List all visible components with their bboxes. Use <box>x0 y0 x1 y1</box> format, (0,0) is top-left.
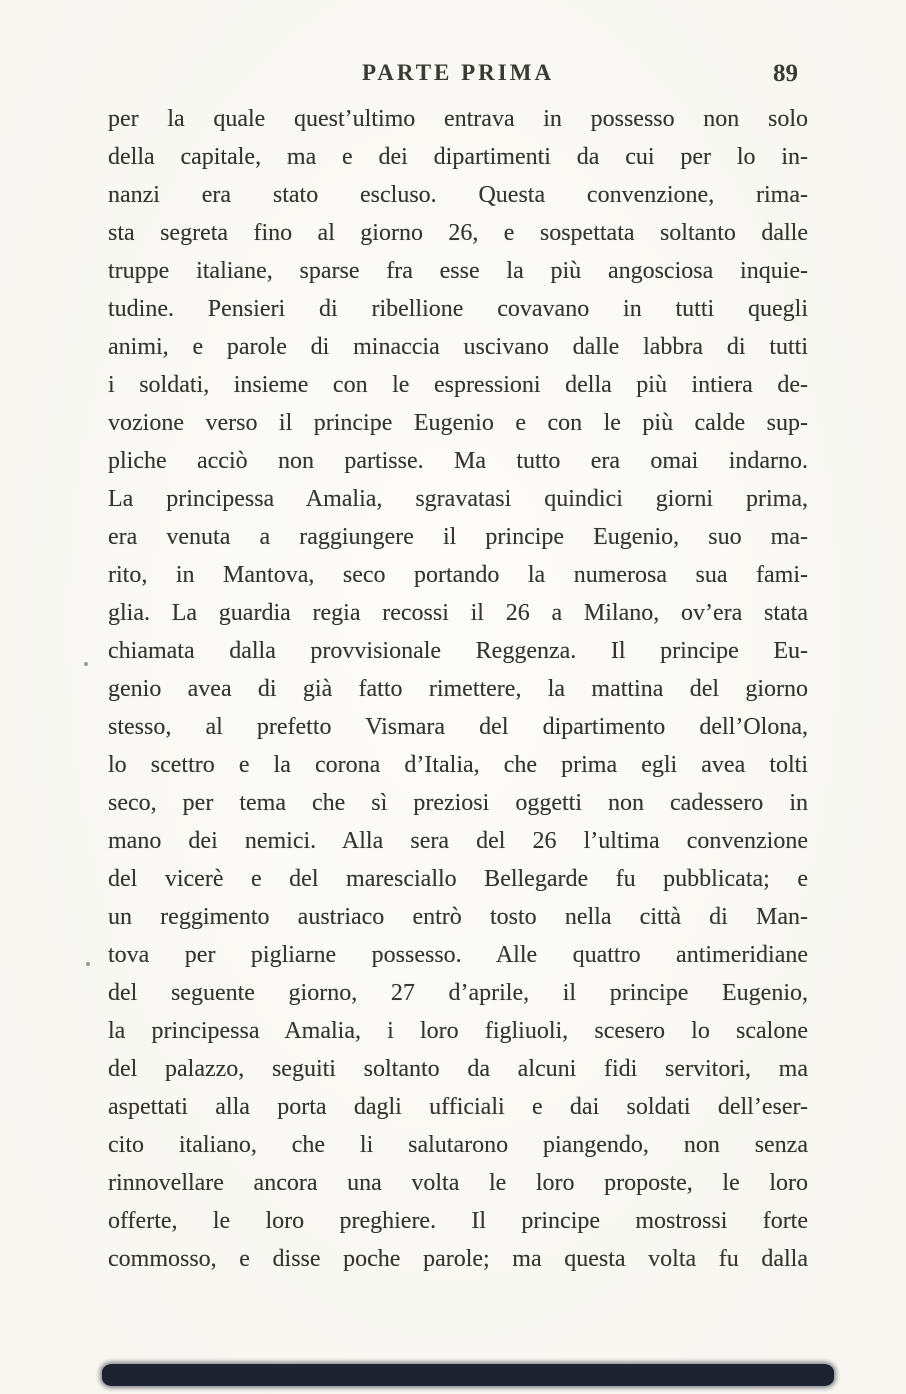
page-title: PARTE PRIMA <box>361 60 555 85</box>
text-line: commosso, e disse poche parole; ma questa volta fu dalla <box>108 1246 808 1272</box>
text-line: i soldati, insieme con le espressioni della più intiera de- <box>108 372 808 398</box>
text-line: la principessa Amalia, i loro figliuoli, scesero lo scalone <box>108 1018 808 1044</box>
text-line: cito italiano, che li salutarono piangendo, non senza <box>108 1132 808 1158</box>
text-line: pliche acciò non partisse. Ma tutto era omai indarno. <box>108 448 808 474</box>
text-line: stesso, al prefetto Vismara del dipartimento dell’Olona, <box>108 714 808 740</box>
text-line: sta segreta fino al giorno 26, e sospettata soltanto dalle <box>108 220 808 246</box>
text-line: del palazzo, seguiti soltanto da alcuni fidi servitori, ma <box>108 1056 808 1082</box>
text-line: tudine. Pensieri di ribellione covavano in tutti quegli <box>108 296 808 322</box>
text-line: glia. La guardia regia recossi il 26 a Milano, ov’era stata <box>108 600 808 626</box>
text-line: del seguente giorno, 27 d’aprile, il principe Eugenio, <box>108 980 808 1006</box>
text-line: genio avea di già fatto rimettere, la mattina del giorno <box>108 676 808 702</box>
running-head <box>108 60 808 94</box>
text-line: seco, per tema che sì preziosi oggetti non cadessero in <box>108 790 808 816</box>
text-line: La principessa Amalia, sgravatasi quindici giorni prima, <box>108 486 808 512</box>
text-line: era venuta a raggiungere il principe Eugenio, suo ma- <box>108 524 808 550</box>
text-line: vozione verso il principe Eugenio e con le più calde sup- <box>108 410 808 436</box>
scan-speck <box>84 662 88 666</box>
text-line: tova per pigliarne possesso. Alle quattro antimeridiane <box>108 942 808 968</box>
page-number: 89 <box>773 60 798 87</box>
text-line: della capitale, ma e dei dipartimenti da cui per lo in- <box>108 144 808 170</box>
text-line: truppe italiane, sparse fra esse la più angosciosa inquie- <box>108 258 808 284</box>
text-line: nanzi era stato escluso. Questa convenzione, rima- <box>108 182 808 208</box>
text-line: rinnovellare ancora una volta le loro proposte, le loro <box>108 1170 808 1196</box>
text-line: del vicerè e del maresciallo Bellegarde fu pubblicata; e <box>108 866 808 892</box>
text-line: aspettati alla porta dagli ufficiali e dai soldati dell’eser- <box>108 1094 808 1120</box>
text-line: chiamata dalla provvisionale Reggenza. Il principe Eu- <box>108 638 808 664</box>
text-line: lo scettro e la corona d’Italia, che prima egli avea tolti <box>108 752 808 778</box>
text-line: per la quale quest’ultimo entrava in possesso non solo <box>108 106 808 132</box>
text-line: animi, e parole di minaccia uscivano dalle labbra di tutti <box>108 334 808 360</box>
body-text <box>108 100 808 1278</box>
text-line: offerte, le loro preghiere. Il principe mostrossi forte <box>108 1208 808 1234</box>
text-line: un reggimento austriaco entrò tosto nella città di Man- <box>108 904 808 930</box>
scan-speck <box>86 962 90 966</box>
text-line: mano dei nemici. Alla sera del 26 l’ultima convenzione <box>108 828 808 854</box>
scan-edge-artifact <box>102 1364 834 1386</box>
text-line: rito, in Mantova, seco portando la numerosa sua fami- <box>108 562 808 588</box>
